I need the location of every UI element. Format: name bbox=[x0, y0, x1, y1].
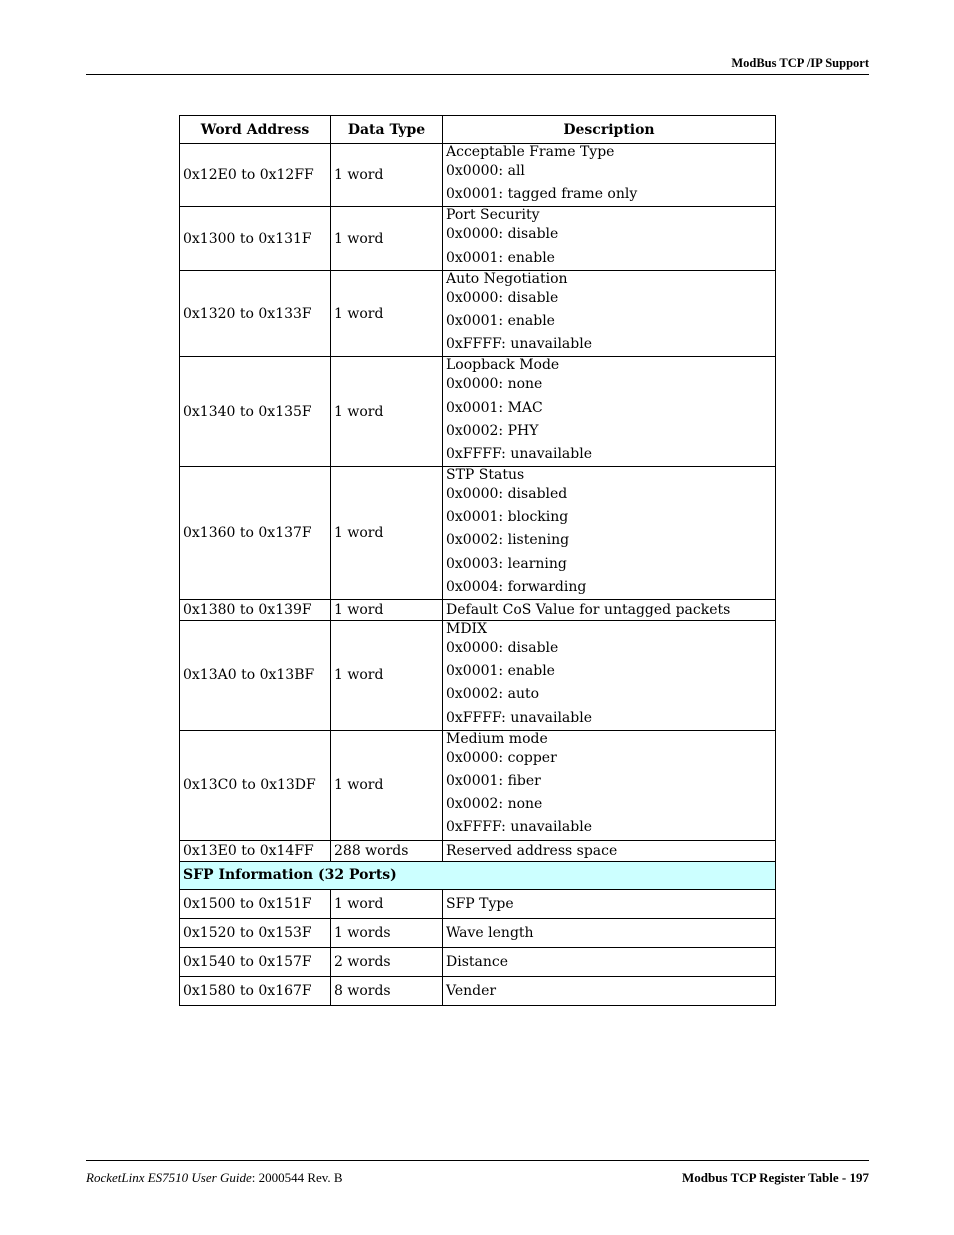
cell-sfp-desc: SFP Type bbox=[443, 889, 776, 918]
description-line: 0x0002: listening bbox=[446, 532, 570, 549]
cell-sfp-address: 0x1580 to 0x167F bbox=[180, 976, 331, 1005]
description-line: 0x0001: enable bbox=[446, 249, 555, 266]
cell-word-address: 0x1300 to 0x131F bbox=[180, 207, 331, 270]
footer-product: RocketLinx ES7510 User Guide bbox=[86, 1170, 252, 1185]
cell-data-type: 1 word bbox=[331, 600, 443, 621]
cell-sfp-desc: Distance bbox=[443, 947, 776, 976]
description-line: 0x0000: disable bbox=[446, 640, 559, 656]
cell-word-address: 0x12E0 to 0x12FF bbox=[180, 144, 331, 207]
footer-doc-number: : 2000544 Rev. B bbox=[251, 1170, 343, 1185]
description-line: 0xFFFF: unavailable bbox=[446, 445, 592, 462]
cell-description: Default CoS Value for untagged packets bbox=[443, 600, 776, 621]
description-line: 0x0000: disable bbox=[446, 226, 559, 243]
description-line: 0x0002: none bbox=[446, 796, 543, 813]
description-line: 0x0000: all bbox=[446, 163, 525, 179]
column-header-description: Description bbox=[443, 116, 776, 144]
description-line: 0x0000: none bbox=[446, 376, 543, 393]
description-line: 0x0004: forwarding bbox=[446, 578, 587, 595]
cell-description bbox=[443, 207, 776, 270]
cell-description bbox=[443, 144, 776, 207]
description-line: MDIX bbox=[446, 621, 488, 637]
description-line: 0x0000: disabled bbox=[446, 486, 568, 503]
cell-data-type: 1 word bbox=[331, 144, 443, 207]
cell-data-type: 1 word bbox=[331, 357, 443, 467]
description-line: 0xFFFF: unavailable bbox=[446, 819, 592, 836]
cell-data-type: 1 word bbox=[331, 621, 443, 731]
table-row bbox=[180, 840, 776, 861]
cell-sfp-type: 8 words bbox=[331, 976, 443, 1005]
cell-description bbox=[443, 270, 776, 357]
cell-word-address: 0x1360 to 0x137F bbox=[180, 467, 331, 600]
footer-page-title: Modbus TCP Register Table - 197 bbox=[682, 1170, 869, 1185]
cell-sfp-desc: Vender bbox=[443, 976, 776, 1005]
register-table bbox=[179, 115, 776, 1006]
description-line: 0x0001: blocking bbox=[446, 509, 569, 526]
table-row bbox=[180, 621, 776, 731]
description-line: Auto Negotiation bbox=[446, 270, 568, 287]
cell-sfp-type: 1 words bbox=[331, 918, 443, 947]
description-line: 0x0001: enable bbox=[446, 312, 555, 329]
description-line: Acceptable Frame Type bbox=[446, 144, 615, 160]
cell-description bbox=[443, 467, 776, 600]
description-line: STP Status bbox=[446, 467, 525, 484]
column-header-word-address: Word Address bbox=[180, 116, 331, 144]
table-row bbox=[180, 357, 776, 467]
description-line: 0x0002: PHY bbox=[446, 422, 539, 439]
description-line: 0x0000: copper bbox=[446, 749, 557, 766]
table-row bbox=[180, 270, 776, 357]
description-line: Port Security bbox=[446, 207, 540, 224]
description-line: 0x0002: auto bbox=[446, 686, 540, 703]
description-line: Medium mode bbox=[446, 730, 548, 747]
sfp-row bbox=[180, 918, 776, 947]
cell-data-type: 288 words bbox=[331, 840, 443, 861]
column-header-data-type: Data Type bbox=[331, 116, 443, 144]
cell-word-address: 0x1320 to 0x133F bbox=[180, 270, 331, 357]
description-line: 0x0000: disable bbox=[446, 289, 559, 306]
cell-sfp-address: 0x1520 to 0x153F bbox=[180, 918, 331, 947]
cell-word-address: 0x1380 to 0x139F bbox=[180, 600, 331, 621]
table-row bbox=[180, 600, 776, 621]
description-line: 0x0001: tagged frame only bbox=[446, 186, 638, 203]
cell-description bbox=[443, 730, 776, 840]
cell-data-type: 1 word bbox=[331, 207, 443, 270]
sfp-row bbox=[180, 976, 776, 1005]
cell-sfp-address: 0x1540 to 0x157F bbox=[180, 947, 331, 976]
description-line: 0x0003: learning bbox=[446, 555, 567, 572]
footer-rule bbox=[86, 1160, 869, 1161]
table-row bbox=[180, 144, 776, 207]
description-line: Loopback Mode bbox=[446, 357, 560, 374]
footer-doc-info bbox=[86, 1170, 343, 1186]
cell-description bbox=[443, 357, 776, 467]
cell-word-address: 0x13C0 to 0x13DF bbox=[180, 730, 331, 840]
page-header: ModBus TCP /IP Support bbox=[86, 56, 869, 75]
cell-description bbox=[443, 621, 776, 731]
cell-sfp-address: 0x1500 to 0x151F bbox=[180, 889, 331, 918]
cell-data-type: 1 word bbox=[331, 270, 443, 357]
section-title: SFP Information (32 Ports) bbox=[180, 861, 776, 889]
cell-sfp-desc: Wave length bbox=[443, 918, 776, 947]
table-row bbox=[180, 207, 776, 270]
description-line: 0xFFFF: unavailable bbox=[446, 336, 592, 353]
cell-sfp-type: 1 word bbox=[331, 889, 443, 918]
cell-sfp-type: 2 words bbox=[331, 947, 443, 976]
sfp-row bbox=[180, 947, 776, 976]
section-row bbox=[180, 861, 776, 889]
table-row bbox=[180, 730, 776, 840]
cell-data-type: 1 word bbox=[331, 467, 443, 600]
cell-description: Reserved address space bbox=[443, 840, 776, 861]
description-line: 0x0001: MAC bbox=[446, 399, 543, 416]
table-header-row bbox=[180, 116, 776, 144]
description-line: 0xFFFF: unavailable bbox=[446, 709, 592, 726]
table-row bbox=[180, 467, 776, 600]
description-line: 0x0001: fiber bbox=[446, 772, 541, 789]
cell-word-address: 0x13A0 to 0x13BF bbox=[180, 621, 331, 731]
description-line: 0x0001: enable bbox=[446, 663, 555, 680]
cell-data-type: 1 word bbox=[331, 730, 443, 840]
cell-word-address: 0x1340 to 0x135F bbox=[180, 357, 331, 467]
cell-word-address: 0x13E0 to 0x14FF bbox=[180, 840, 331, 861]
sfp-row bbox=[180, 889, 776, 918]
